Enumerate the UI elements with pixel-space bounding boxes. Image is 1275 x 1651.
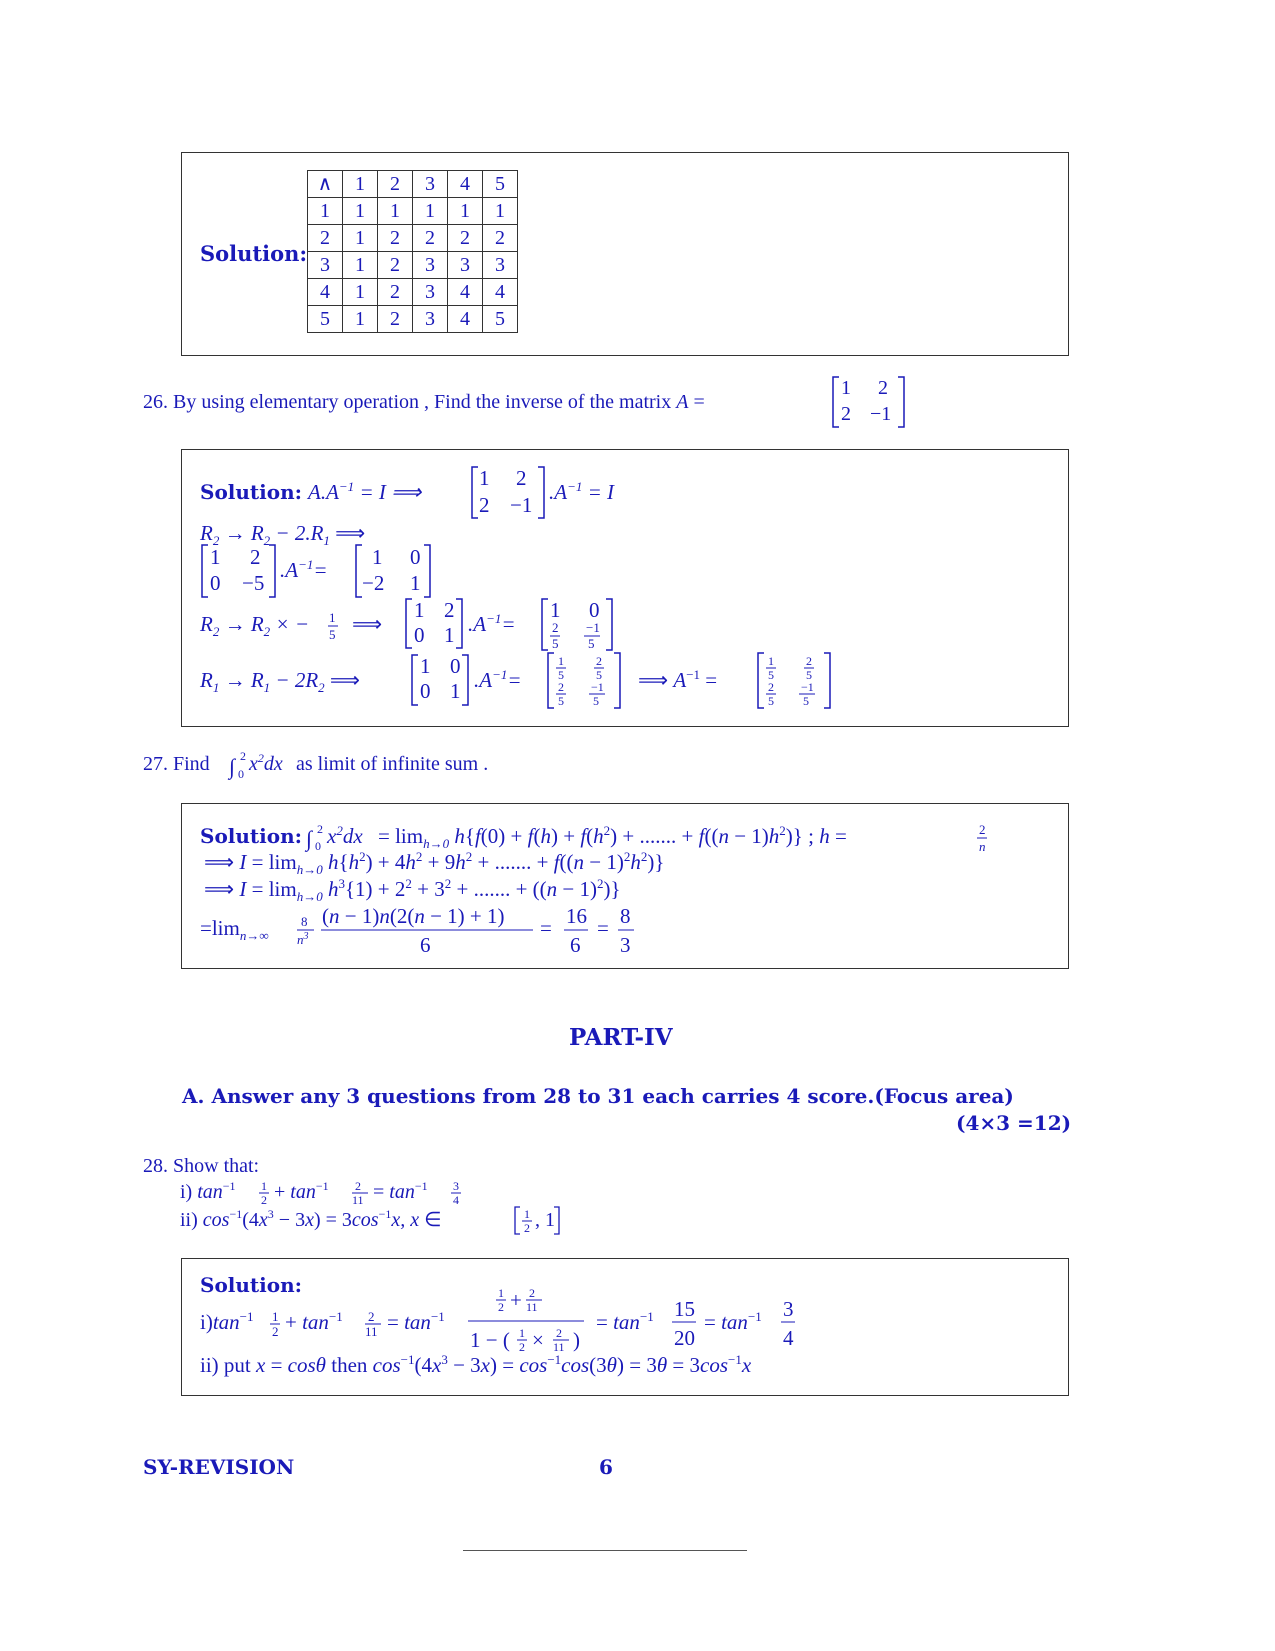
svg-text:−2: −2 <box>362 571 385 595</box>
question-27-render <box>143 748 743 784</box>
svg-text:2: 2 <box>768 680 774 694</box>
solution-box-27 <box>181 803 1069 969</box>
svg-text:11: 11 <box>553 1340 565 1354</box>
table-row <box>308 198 518 225</box>
svg-text:1: 1 <box>524 1207 530 1221</box>
svg-text:4: 4 <box>783 1326 794 1350</box>
svg-text:11: 11 <box>526 1300 538 1314</box>
svg-text:ii) cos−1(4x3 − 3x) = 3cos−1x,: ii) $\cos^{-1}(4x^3 - 3x) = 3\cos^{-1}x$, x ∈ <box>180 1207 442 1231</box>
table-cell: 2 <box>378 279 413 306</box>
svg-text:26. By using elementary operat: 26. By using elementary operation , Find the inverse of the matrix A = <box>143 391 705 413</box>
table-row <box>308 225 518 252</box>
svg-text:20: 20 <box>674 1326 695 1350</box>
svg-text:2: 2 <box>516 466 527 490</box>
svg-text:): ) <box>573 1328 580 1352</box>
svg-text:R2 → R2 × −: $R_2 \to R_2$ × − <box>200 612 309 639</box>
table-cell: 3 <box>448 252 483 279</box>
svg-text:.A−1 = I: $.A^{-1} = I$ <box>549 479 615 504</box>
table-cell: 2 <box>378 252 413 279</box>
svg-text:= tan−1: = $\tan^{-1}$ <box>373 1179 428 1203</box>
svg-text:2: 2 <box>596 654 602 668</box>
svg-text:2: 2 <box>979 822 986 837</box>
table-cell: 3 <box>483 252 518 279</box>
svg-text:ii) put x = cosθ then cos−1(4x: ii) put x = cosθ then $\cos^{-1}(4x^3 - 3x) = \cos^{-1}\cos(3\theta) = 3\theta = 3\cos^{-1}x$ <box>200 1352 752 1377</box>
svg-text:5: 5 <box>558 668 564 682</box>
svg-text:1: 1 <box>261 1179 267 1193</box>
svg-text:1: 1 <box>479 466 490 490</box>
svg-text:i) tan−1: i) $\tan^{-1}$ <box>180 1179 236 1203</box>
svg-text:= tan−1: = $\tan^{-1}$ <box>387 1309 445 1334</box>
table-cell: 2 <box>378 306 413 333</box>
svg-text:0: 0 <box>589 598 600 622</box>
svg-text:1: 1 <box>841 377 851 399</box>
svg-text:−1: −1 <box>591 680 604 694</box>
table-cell: 4 <box>483 279 518 306</box>
svg-text:27. Find: 27. Find <box>143 753 210 775</box>
svg-text:.A−1=: $.A^{-1}=$ <box>474 667 522 692</box>
solution-box-26 <box>181 449 1069 727</box>
svg-text:1: 1 <box>450 679 461 703</box>
svg-text:0: 0 <box>414 623 425 647</box>
table-cell: 2 <box>378 171 413 198</box>
svg-text:3: 3 <box>620 933 631 957</box>
svg-text:16: 16 <box>566 904 587 928</box>
svg-text:5: 5 <box>552 636 559 651</box>
svg-text:1: 1 <box>410 571 421 595</box>
svg-text:0: 0 <box>238 767 244 781</box>
svg-text:1: 1 <box>519 1326 525 1340</box>
table-cell: 4 <box>308 279 343 306</box>
svg-text:5: 5 <box>596 668 602 682</box>
table-cell: 1 <box>343 198 378 225</box>
svg-text:2: 2 <box>355 1179 361 1193</box>
svg-text:1: 1 <box>372 545 383 569</box>
svg-text:0: 0 <box>420 679 431 703</box>
svg-text:2: 2 <box>524 1221 530 1235</box>
svg-text:5: 5 <box>558 694 564 708</box>
table-cell: 1 <box>343 279 378 306</box>
table-cell: 1 <box>343 252 378 279</box>
svg-text:1 − (: 1 − ( <box>470 1328 510 1352</box>
table-cell: 4 <box>448 306 483 333</box>
svg-text:⟹ I = limh→0 h{h2) + 4h2 + 9h2: ⟹ $I = \lim_{h\to 0} h\{h^2) + 4h^2 + 9h^2$ + ....... + $f((n - 1)^2h^2)$} <box>204 849 665 877</box>
table-cell: 1 <box>378 198 413 225</box>
svg-text:= tan−1: = $\tan^{-1}$ <box>704 1309 762 1334</box>
svg-text:4: 4 <box>453 1193 459 1207</box>
svg-text:6: 6 <box>570 933 581 957</box>
footer-left: SY-REVISION <box>143 1455 295 1479</box>
svg-text:5: 5 <box>768 668 774 682</box>
svg-text:1: 1 <box>210 545 221 569</box>
svg-text:2: 2 <box>806 654 812 668</box>
svg-text:2: 2 <box>240 749 246 763</box>
table-cell: 4 <box>448 171 483 198</box>
svg-text:0: 0 <box>410 545 421 569</box>
table-cell: 2 <box>413 225 448 252</box>
svg-text:.A−1=: $.A^{-1}=$ <box>468 611 516 636</box>
table-cell: 1 <box>413 198 448 225</box>
svg-text:2: 2 <box>272 1324 279 1339</box>
svg-text:, 1: , 1 <box>535 1209 555 1231</box>
svg-text:1: 1 <box>272 1309 279 1324</box>
question-26 <box>143 374 1043 430</box>
svg-text:Solution:: Solution: <box>200 1273 303 1297</box>
svg-text:+ tan−1: + $\tan^{-1}$ <box>274 1179 329 1203</box>
table-cell: 5 <box>483 306 518 333</box>
svg-text:⟹ I = limh→0 h3{1) + 22 + 32 +: ⟹ $I = \lim_{h\to 0} h^3\{1) + 2^2 + 3^2$ + ....... + $((n - 1)^2)$} <box>204 876 621 904</box>
solution-box-28 <box>181 1258 1069 1396</box>
svg-text:x2dx: $x^2dx$ <box>327 823 363 848</box>
table-cell: 2 <box>448 225 483 252</box>
svg-text:=: = <box>597 916 609 940</box>
svg-text:5: 5 <box>806 668 812 682</box>
table-cell: 1 <box>343 225 378 252</box>
svg-text:−1: −1 <box>510 493 533 517</box>
svg-text:∫: ∫ <box>306 826 313 851</box>
svg-text:2: 2 <box>498 1300 504 1314</box>
svg-text:2: 2 <box>556 1326 562 1340</box>
svg-text:=: = <box>540 916 552 940</box>
table-row <box>308 171 518 198</box>
page-number: 6 <box>599 1455 613 1479</box>
svg-text:1: 1 <box>550 598 561 622</box>
svg-text:2: 2 <box>519 1340 525 1354</box>
svg-text:−1: −1 <box>870 403 892 425</box>
question-28 <box>143 1152 743 1242</box>
part-instruction: A. Answer any 3 questions from 28 to 31 each carries 4 score.(Focus area) <box>182 1084 1014 1108</box>
solution-box-25 <box>181 152 1069 356</box>
table-cell: 2 <box>483 225 518 252</box>
table-cell: 3 <box>413 252 448 279</box>
svg-text:3: 3 <box>453 1179 459 1193</box>
table-cell: 1 <box>483 198 518 225</box>
table-cell: 3 <box>413 279 448 306</box>
table-cell: 2 <box>308 225 343 252</box>
question-26-render <box>143 374 943 430</box>
table-cell: 1 <box>343 171 378 198</box>
question-27 <box>143 748 743 784</box>
table-row <box>308 252 518 279</box>
svg-text:.A−1=: $.A^{-1}=$ <box>280 557 328 582</box>
svg-text:1: 1 <box>414 598 425 622</box>
svg-text:1: 1 <box>768 654 774 668</box>
svg-text:1: 1 <box>420 654 431 678</box>
part-title: PART-IV <box>569 1024 673 1051</box>
footer-divider <box>463 1550 747 1551</box>
svg-text:0: 0 <box>315 839 321 853</box>
svg-text:(n − 1)n(2(n − 1) + 1): (n − 1)n(2(n − 1) + 1) <box>322 904 505 928</box>
table-cell: 4 <box>448 279 483 306</box>
solution-label: Solution: <box>200 241 308 266</box>
svg-text:−1: −1 <box>586 620 600 635</box>
svg-text:11: 11 <box>352 1193 364 1207</box>
svg-text:×: × <box>532 1328 544 1352</box>
svg-text:i)tan−1: $i)\tan^{-1}$ <box>200 1309 254 1334</box>
svg-text:=limn→∞: $=\lim_{n\to\infty}$ <box>200 916 269 943</box>
table-cell: 5 <box>308 306 343 333</box>
svg-text:+ tan−1: + $\tan^{-1}$ <box>285 1309 343 1334</box>
svg-text:6: 6 <box>420 933 431 957</box>
table-cell: 3 <box>413 306 448 333</box>
svg-text:3: 3 <box>783 1297 794 1321</box>
svg-text:28. Show that:: 28. Show that: <box>143 1155 260 1177</box>
svg-text:2: 2 <box>317 822 323 836</box>
svg-text:+: + <box>510 1288 522 1312</box>
table-cell: 1 <box>308 198 343 225</box>
svg-text:−5: −5 <box>242 571 265 595</box>
svg-text:= tan−1: = $\tan^{-1}$ <box>596 1309 654 1334</box>
table-cell: 2 <box>378 225 413 252</box>
svg-text:5: 5 <box>768 694 774 708</box>
svg-text:2: 2 <box>479 493 490 517</box>
svg-text:= limh→0 h{f(0) + f(h) + f(h2): = $\lim_{h\to 0} h\{f(0) + f(h) + f(h^2)$ + ....... + $f((n - 1)h^2)$} ; h = <box>378 823 847 851</box>
svg-text:8: 8 <box>301 914 308 929</box>
svg-text:n: n <box>979 839 986 854</box>
svg-text:n3: $n^3$ <box>297 931 309 947</box>
svg-text:Solution:: Solution: <box>200 480 303 504</box>
svg-text:5: 5 <box>803 694 809 708</box>
svg-text:0: 0 <box>210 571 221 595</box>
svg-text:∫: ∫ <box>229 754 236 779</box>
svg-text:−1: −1 <box>801 680 814 694</box>
svg-text:2: 2 <box>552 620 559 635</box>
solution-26-math <box>182 450 1068 726</box>
svg-text:5: 5 <box>593 694 599 708</box>
svg-text:x2dx: $x^2dx$ <box>249 751 283 775</box>
svg-text:0: 0 <box>450 654 461 678</box>
svg-text:11: 11 <box>365 1324 378 1339</box>
operation-table <box>307 170 518 333</box>
svg-text:1: 1 <box>444 623 455 647</box>
table-row <box>308 306 518 333</box>
table-cell: ∧ <box>308 171 343 198</box>
table-cell: 1 <box>343 306 378 333</box>
solution-27-math <box>182 804 1068 968</box>
svg-text:5: 5 <box>588 636 595 651</box>
part-score: (4×3 =12) <box>956 1111 1072 1135</box>
svg-text:as limit of infinite sum .: as limit of infinite sum . <box>296 753 489 775</box>
svg-text:2: 2 <box>444 598 455 622</box>
solution-28-math <box>182 1259 1068 1395</box>
table-cell: 1 <box>448 198 483 225</box>
table-cell: 3 <box>413 171 448 198</box>
svg-text:A.A−1 = I ⟹: $A.A^{-1} = I$ ⟹ <box>308 479 422 504</box>
svg-text:2: 2 <box>250 545 261 569</box>
svg-text:Solution:: Solution: <box>200 824 303 848</box>
table-cell: 3 <box>308 252 343 279</box>
svg-text:R2 → R2 − 2.R1 ⟹: $R_2 \to R_2 - 2.R_1$ ⟹ <box>200 521 366 548</box>
svg-text:2: 2 <box>878 377 888 399</box>
svg-text:1: 1 <box>558 654 564 668</box>
svg-text:2: 2 <box>261 1193 267 1207</box>
svg-text:1: 1 <box>329 610 336 625</box>
svg-text:1: 1 <box>498 1286 504 1300</box>
table-row <box>308 279 518 306</box>
table-cell: 5 <box>483 171 518 198</box>
svg-text:R1 → R1 − 2R2 ⟹: $R_1 \to R_1 - 2R_2$ ⟹ <box>200 668 361 695</box>
svg-text:2: 2 <box>368 1309 375 1324</box>
svg-text:2: 2 <box>529 1286 535 1300</box>
svg-text:15: 15 <box>674 1297 695 1321</box>
svg-text:⟹ A−1 =: ⟹ $A^{-1}$ = <box>638 667 718 692</box>
svg-text:5: 5 <box>329 627 336 642</box>
svg-text:8: 8 <box>620 904 631 928</box>
svg-text:2: 2 <box>558 680 564 694</box>
svg-text:2: 2 <box>841 403 851 425</box>
question-28-render <box>143 1152 743 1242</box>
svg-text:⟹: ⟹ <box>352 612 383 636</box>
